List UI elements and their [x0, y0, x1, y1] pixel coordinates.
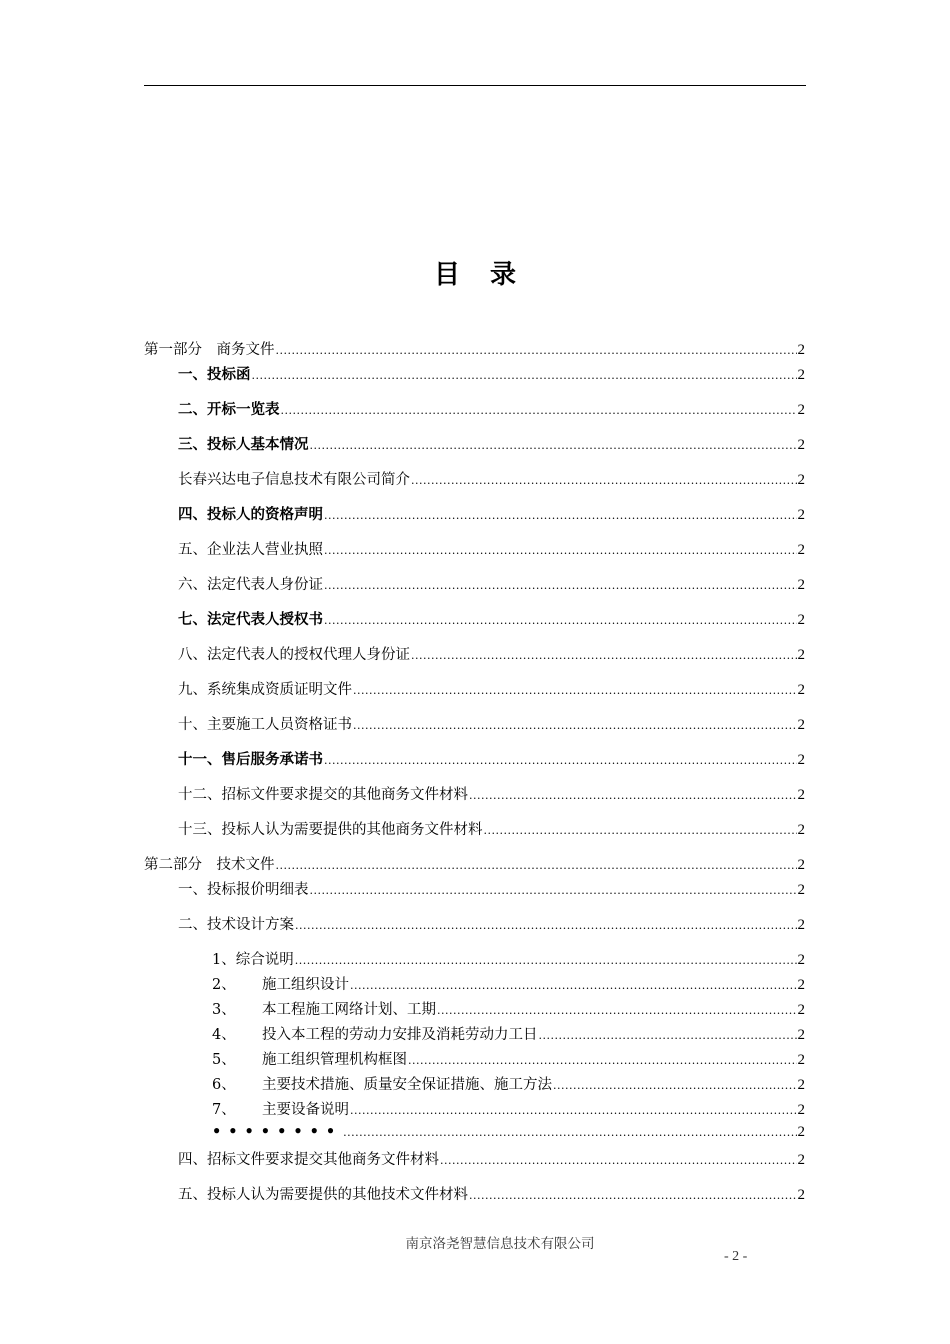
- toc-entry-label: 十一、售后服务承诺书: [178, 751, 323, 768]
- dot-leader: [324, 615, 797, 626]
- toc-entry-label: 十二、招标文件要求提交的其他商务文件材料: [178, 787, 468, 803]
- toc-entry-label: 二、开标一览表: [178, 401, 280, 418]
- toc-entry-label: 九、系统集成资质证明文件: [178, 682, 352, 698]
- toc-page-number: 2: [797, 822, 805, 838]
- toc-title-char-1: 目: [433, 260, 460, 290]
- dot-leader: [343, 1127, 796, 1138]
- toc-entry-label: 施工组织管理机构框图: [262, 1052, 407, 1068]
- toc-entry-label: 本工程施工网络计划、工期: [262, 1002, 436, 1018]
- toc-entry-sub[interactable]: [0, 948, 805, 970]
- dot-leader: [353, 685, 797, 696]
- toc-entry-sub[interactable]: [0, 1048, 805, 1070]
- toc-page-number: 2: [797, 882, 805, 898]
- dot-leader: [350, 1105, 797, 1116]
- dot-leader: [276, 345, 797, 356]
- toc-entry-label: 第一部分 商务文件: [144, 342, 275, 358]
- toc-entry[interactable]: [0, 878, 805, 900]
- dot-leader: [437, 1005, 797, 1016]
- toc-page-number: 2: [797, 472, 805, 488]
- dot-leader: [324, 545, 797, 556]
- toc-title-char-2: 录: [490, 260, 517, 290]
- toc-page-number: 2: [797, 577, 805, 593]
- toc-entry-label: 四、投标人的资格声明: [178, 506, 323, 523]
- dot-leader: [276, 860, 797, 871]
- dot-leader: [411, 650, 797, 661]
- dot-leader: [353, 720, 797, 731]
- toc-entry-label: 三、投标人基本情况: [178, 436, 309, 453]
- dot-leader: [539, 1030, 797, 1041]
- dot-leader: [324, 510, 797, 521]
- toc-entry-number: 2、: [212, 977, 236, 993]
- toc-entry[interactable]: [0, 398, 805, 420]
- toc-page-number: 2: [797, 752, 805, 768]
- toc-page-number: 2: [797, 857, 805, 873]
- toc-entry-label: 第二部分 技术文件: [144, 857, 275, 873]
- toc-page-number: 2: [797, 342, 805, 358]
- dot-leader: [408, 1055, 797, 1066]
- toc-page-number: 2: [797, 402, 805, 418]
- toc-entry-label: 投入本工程的劳动力安排及消耗劳动力工日: [262, 1027, 538, 1043]
- toc-entry-label: 一、投标函: [178, 366, 251, 383]
- toc-page-number: 2: [797, 507, 805, 523]
- toc-page-number: 2: [797, 917, 805, 933]
- toc-entry[interactable]: [0, 783, 805, 805]
- toc-entry-label: 主要设备说明: [262, 1102, 349, 1118]
- toc-entry[interactable]: [0, 1183, 805, 1205]
- toc-page-number: 2: [797, 542, 805, 558]
- toc-entry-number: 7、: [212, 1102, 236, 1118]
- footer-page-number: - 2 -: [724, 1249, 748, 1264]
- toc-page-number: 2: [797, 787, 805, 803]
- toc-entry-sub[interactable]: [0, 1123, 805, 1145]
- toc-page-number: 2: [797, 1187, 805, 1203]
- toc-entry-sub[interactable]: [0, 1073, 805, 1095]
- toc-entry[interactable]: [0, 433, 805, 455]
- dot-leader: [310, 885, 797, 896]
- toc-title: [0, 254, 950, 291]
- toc-entry-label: 主要技术措施、质量安全保证措施、施工方法: [262, 1077, 552, 1093]
- header-rule: [144, 85, 806, 86]
- toc-entry[interactable]: [0, 678, 805, 700]
- toc-entry[interactable]: [0, 363, 805, 385]
- toc-entry-label: 1、综合说明: [212, 952, 294, 968]
- dot-leader: [324, 580, 797, 591]
- dot-leader: [484, 825, 797, 836]
- toc-page-number: 2: [797, 1027, 805, 1043]
- toc-entry-sub[interactable]: [0, 1023, 805, 1045]
- toc-entry-sub[interactable]: [0, 973, 805, 995]
- toc-entry[interactable]: [0, 503, 805, 525]
- toc-entry-number: 4、: [212, 1027, 236, 1043]
- toc-entry-part-2[interactable]: [0, 853, 805, 875]
- toc-entry[interactable]: [0, 913, 805, 935]
- footer-company: 南京洛尧智慧信息技术有限公司: [405, 1236, 595, 1252]
- toc-entry[interactable]: [0, 748, 805, 770]
- dot-leader: [310, 440, 797, 451]
- toc-page-number: 2: [797, 647, 805, 663]
- dot-leader: [295, 955, 797, 966]
- toc-entry-label: 一、投标报价明细表: [178, 882, 309, 898]
- dot-leader: [553, 1080, 797, 1091]
- dot-leader: [350, 980, 797, 991]
- toc-page-number: 2: [797, 367, 805, 383]
- toc-entry[interactable]: [0, 468, 805, 490]
- toc-entry-label: 长春兴达电子信息技术有限公司简介: [178, 472, 410, 488]
- toc-entry[interactable]: [0, 818, 805, 840]
- toc-entry-number: 6、: [212, 1077, 236, 1093]
- toc-entry-label: 二、技术设计方案: [178, 917, 294, 933]
- dot-leader: [295, 920, 797, 931]
- toc-entry-label: 五、企业法人营业执照: [178, 542, 323, 558]
- toc-entry[interactable]: [0, 608, 805, 630]
- dot-leader: [469, 1190, 797, 1201]
- toc-page-number: 2: [797, 1152, 805, 1168]
- toc-page-number: 2: [797, 437, 805, 453]
- dot-leader: [324, 755, 797, 766]
- toc-entry-number: 5、: [212, 1052, 236, 1068]
- toc-entry-label: 施工组织设计: [262, 977, 349, 993]
- toc-page-number: 2: [797, 682, 805, 698]
- toc-page-number: 2: [797, 1102, 805, 1118]
- toc-entry[interactable]: [0, 1148, 805, 1170]
- toc-page-number: 2: [797, 977, 805, 993]
- toc-entry-number: 3、: [212, 1002, 236, 1018]
- dot-leader: [440, 1155, 797, 1166]
- toc-entry-label: 六、法定代表人身份证: [178, 577, 323, 593]
- toc-entry[interactable]: [0, 643, 805, 665]
- toc-entry-label: 八、法定代表人的授权代理人身份证: [178, 647, 410, 663]
- toc-entry-label: 四、招标文件要求提交其他商务文件材料: [178, 1152, 439, 1168]
- toc-entry-label: 五、投标人认为需要提供的其他技术文件材料: [178, 1187, 468, 1203]
- toc-page-number: 2: [797, 952, 805, 968]
- toc-entry-label: 十、主要施工人员资格证书: [178, 717, 352, 733]
- toc-entry-sub[interactable]: [0, 998, 805, 1020]
- toc-page-number: 2: [797, 612, 805, 628]
- toc-entry[interactable]: [0, 713, 805, 735]
- toc-entry-sub[interactable]: [0, 1098, 805, 1120]
- toc-page-number: 2: [797, 1077, 805, 1093]
- toc-page-number: 2: [797, 1002, 805, 1018]
- toc-page-number: 2: [797, 1124, 805, 1140]
- dot-leader: [252, 370, 797, 381]
- toc-entry-label: 七、法定代表人授权书: [178, 611, 323, 628]
- toc-page-number: 2: [797, 1052, 805, 1068]
- dot-leader: [281, 405, 797, 416]
- toc-entry-part-1[interactable]: [0, 338, 805, 360]
- dot-leader: [411, 475, 797, 486]
- toc-page-number: 2: [797, 717, 805, 733]
- dot-leader: [469, 790, 797, 801]
- toc-entry-label: 十三、投标人认为需要提供的其他商务文件材料: [178, 822, 483, 838]
- toc-entry-label: ••••••••: [212, 1123, 343, 1140]
- toc-entry[interactable]: [0, 538, 805, 560]
- toc-entry[interactable]: [0, 573, 805, 595]
